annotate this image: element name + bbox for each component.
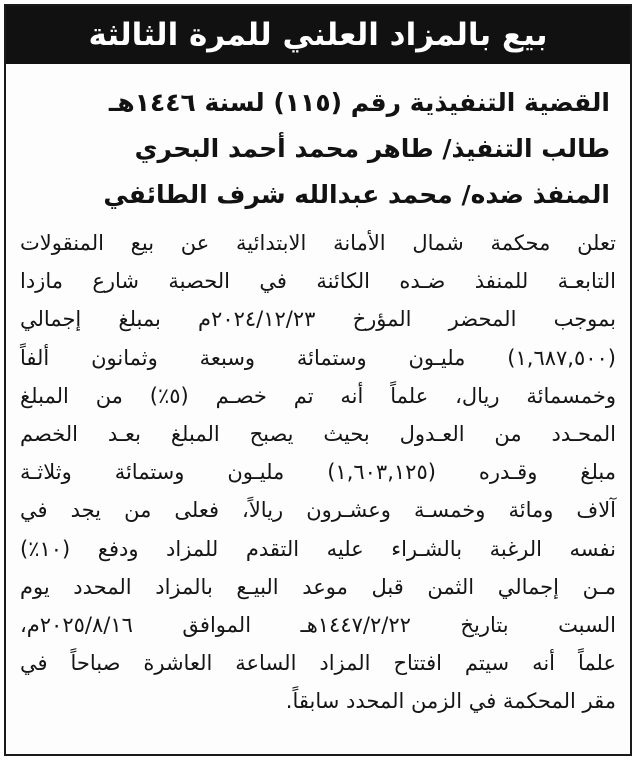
notice-body [20, 224, 616, 720]
body-line: (١,٦٨٧,٥٠٠) مليـون وستمائة وسبعة وثمانون ألفاً [20, 345, 616, 370]
body-line: تعلن محكمة شمال الأمانة الابتدائية عن بيع المنقولات [20, 231, 616, 255]
case-number: القضية التنفيذية رقم (١١٥) لسنة ١٤٤٦هـ [108, 88, 610, 117]
body-line: مـن إجمالي الثمن قبل موعد البيـع بالمزاد المحدد يوم [20, 574, 616, 599]
body-line: بموجب المحضر المؤرخ ٢٠٢٤/١٢/٢٣م بمبلغ إجمالي [20, 307, 617, 332]
applicant-name: طالب التنفيذ/ طاهر محمد أحمد البحري [134, 134, 610, 163]
body-line: المحـدد من العـدول بحيث يصبح المبلغ بعـد الخصم [20, 421, 616, 446]
body-line: مبلغ وقـدره (١,٦٠٣,١٢٥) مليـون وستمائة وثلاثـة [20, 460, 616, 485]
body-line: مقر المحكمة في الزمن المحدد سابقاً. [285, 689, 616, 714]
case-details [26, 80, 610, 218]
body-line: وخمسمائة ريال، علماً أنه تم خصـم (٥٪) من المبلغ [20, 383, 616, 408]
body-line: آلاف ومائة وخمسـة وعشـرون ريالاً، فعلى من يجد في [20, 498, 616, 523]
headline-banner [6, 6, 630, 64]
body-line: نفسه الرغبة بالشـراء عليه التقدم للمزاد ودفع (١٠٪) [20, 536, 616, 561]
body-line: السبت بتاريخ ١٤٤٧/٢/٢٢هـ الموافق ٢٠٢٥/٨/١٦م، [20, 612, 616, 637]
auction-notice [4, 4, 632, 756]
respondent-name: المنفذ ضده/ محمد عبدالله شرف الطائفي [103, 180, 610, 209]
body-line: التابعـة للمنفذ ضـده الكائنة في الحصبة شارع مازدا [20, 269, 616, 294]
headline-title: بيع بالمزاد العلني للمرة الثالثة [88, 16, 548, 53]
body-line: علماً أنه سيتم افتتاح المزاد الساعة العاشرة صباحاً في [20, 651, 616, 676]
